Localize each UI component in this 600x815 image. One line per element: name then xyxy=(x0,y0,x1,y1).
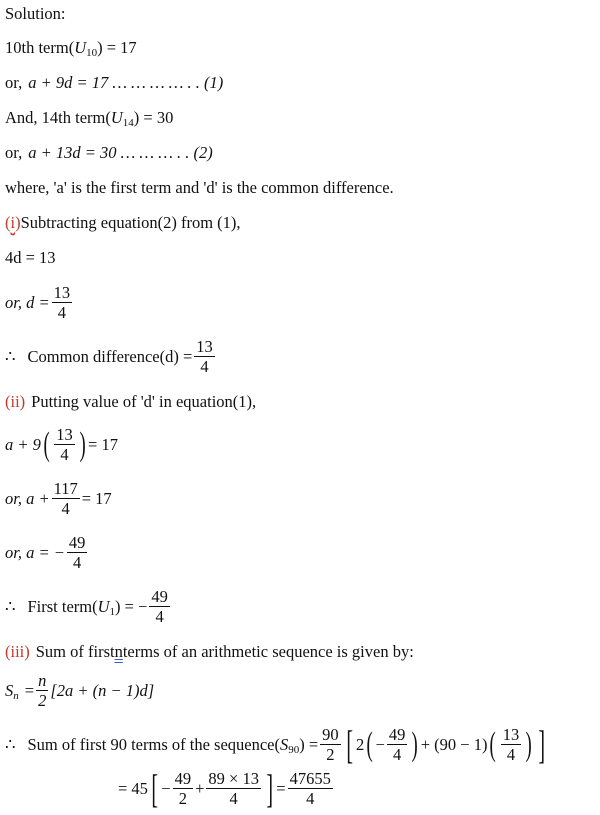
first-term-fraction: $\frac{49}{4}$ xyxy=(151,587,168,627)
equation-2: a + 13d = 30 … … … . . (2) xyxy=(28,143,213,162)
sum-rhs: [2a + (n − 1)d] xyxy=(50,680,155,700)
step-iii-label: (iii) xyxy=(5,642,30,661)
substitution-right: = 17 xyxy=(88,434,118,454)
sum-lhs: S xyxy=(5,680,14,700)
expanded-right: = 17 xyxy=(81,488,112,508)
step-ii-label: (ii) xyxy=(5,392,26,411)
first-term-eq: ) = − xyxy=(115,596,148,616)
a-value-fraction: $\frac{49}{4}$ xyxy=(68,533,86,573)
therefore-symbol: ∴ xyxy=(5,734,16,754)
tenth-term-text: 10th term( xyxy=(5,38,75,57)
fourteenth-term-value: ) = 30 xyxy=(133,108,174,127)
sum-90-mid: + (90 − 1) xyxy=(420,734,488,754)
a-value-line xyxy=(5,534,89,572)
sum-formula-line xyxy=(5,672,154,710)
fourteenth-term-text: And, 14th term( xyxy=(5,108,111,127)
sum-lhs-sub: n xyxy=(13,689,19,702)
sum-90-result-line: = 45 [ − $\frac{49}{2}$ + $\frac{89 \times 13}{4}$ ] = $\frac{47655}{4}$ xyxy=(118,765,331,811)
sum-90-in1: 2 xyxy=(356,734,365,754)
d-fraction-line xyxy=(5,284,74,322)
step-ii-line xyxy=(5,392,256,412)
first-term-text: First term( xyxy=(27,596,98,616)
sum-90-text: Sum of first 90 terms of the sequence( xyxy=(27,734,280,754)
solution-heading: Solution: xyxy=(5,4,66,23)
step-iii-text-a: Sum of first xyxy=(35,642,115,661)
sum-fraction: $\frac{n}{2}$ xyxy=(38,671,47,711)
tenth-term-line xyxy=(5,38,137,58)
first-term-line xyxy=(5,588,172,626)
step-iii-n: n xyxy=(114,642,123,661)
s-letter: S xyxy=(279,734,289,754)
step-i-text: Subtracting equation(2) from (1), xyxy=(20,213,241,232)
result-frac-1: $\frac{49}{2}$ xyxy=(174,769,192,809)
sum-90-d-frac: $\frac{13}{4}$ xyxy=(502,725,520,765)
tenth-term-value: ) = 17 xyxy=(97,38,137,57)
step-i-line xyxy=(5,213,241,233)
u-subscript: 10 xyxy=(86,47,98,59)
common-difference-line xyxy=(5,338,217,376)
sum-90-inner-frac: $\frac{49}{4}$ xyxy=(388,725,406,765)
substitution-fraction: $\frac{13}{4}$ xyxy=(56,425,73,465)
four-d-equation: 4d = 13 xyxy=(5,248,56,267)
fourteenth-term-line xyxy=(5,108,173,128)
expanded-prefix: or, a + xyxy=(5,488,50,508)
common-difference-fraction: $\frac{13}{4}$ xyxy=(196,337,213,377)
common-difference-text: Common difference(d) = xyxy=(27,346,193,366)
equation-1: a + 9d = 17 … … … … . . (1) xyxy=(28,73,224,92)
u-letter: U xyxy=(97,596,110,616)
or-prefix: or, xyxy=(5,73,23,92)
or-prefix: or, xyxy=(5,143,23,162)
d-fraction: $\frac{13}{4}$ xyxy=(53,283,71,323)
u-letter: U xyxy=(110,108,123,127)
s-subscript: 90 xyxy=(288,743,300,756)
therefore-symbol: ∴ xyxy=(5,346,16,366)
definition-line: where, 'a' is the first term and 'd' is the common difference. xyxy=(5,178,394,197)
u-letter: U xyxy=(74,38,87,57)
result-45: = 45 xyxy=(118,778,148,798)
u-subscript: 14 xyxy=(122,117,134,129)
equation-1-line xyxy=(5,73,223,93)
substitution-left: a + 9 xyxy=(5,434,41,454)
d-prefix: or, d = xyxy=(5,292,50,312)
step-iii-line xyxy=(5,642,414,662)
a-value-prefix: or, a = − xyxy=(5,542,65,562)
u-subscript: 1 xyxy=(109,605,116,618)
sum-eq: = xyxy=(24,680,35,700)
sum-90-line: ∴ Sum of first 90 terms of the sequence( S 90 ) = $\frac{90}{2}$ [ 2 ( − $\frac{49}{4}$ ) + (90 − 1) ( $\frac{13}{4}$ ) ] xyxy=(5,721,545,767)
sum-90-eq: ) = xyxy=(299,734,319,754)
step-i-label: (i) xyxy=(5,213,21,232)
substitution-line: a + 9 ( $\frac{13}{4}$ ) = 17 xyxy=(5,425,118,465)
expanded-line xyxy=(5,480,112,518)
step-ii-text: Putting value of 'd' in equation(1), xyxy=(31,392,257,411)
expanded-fraction: $\frac{117}{4}$ xyxy=(53,479,78,519)
therefore-symbol: ∴ xyxy=(5,596,16,616)
result-final-frac: $\frac{47655}{4}$ xyxy=(289,769,331,809)
sum-90-frac: $\frac{90}{2}$ xyxy=(322,725,339,765)
step-iii-text-b: terms of an arithmetic sequence is given by: xyxy=(122,642,414,661)
result-frac-2: $\frac{89 \times 13}{4}$ xyxy=(208,769,259,809)
equation-2-line xyxy=(5,143,213,163)
